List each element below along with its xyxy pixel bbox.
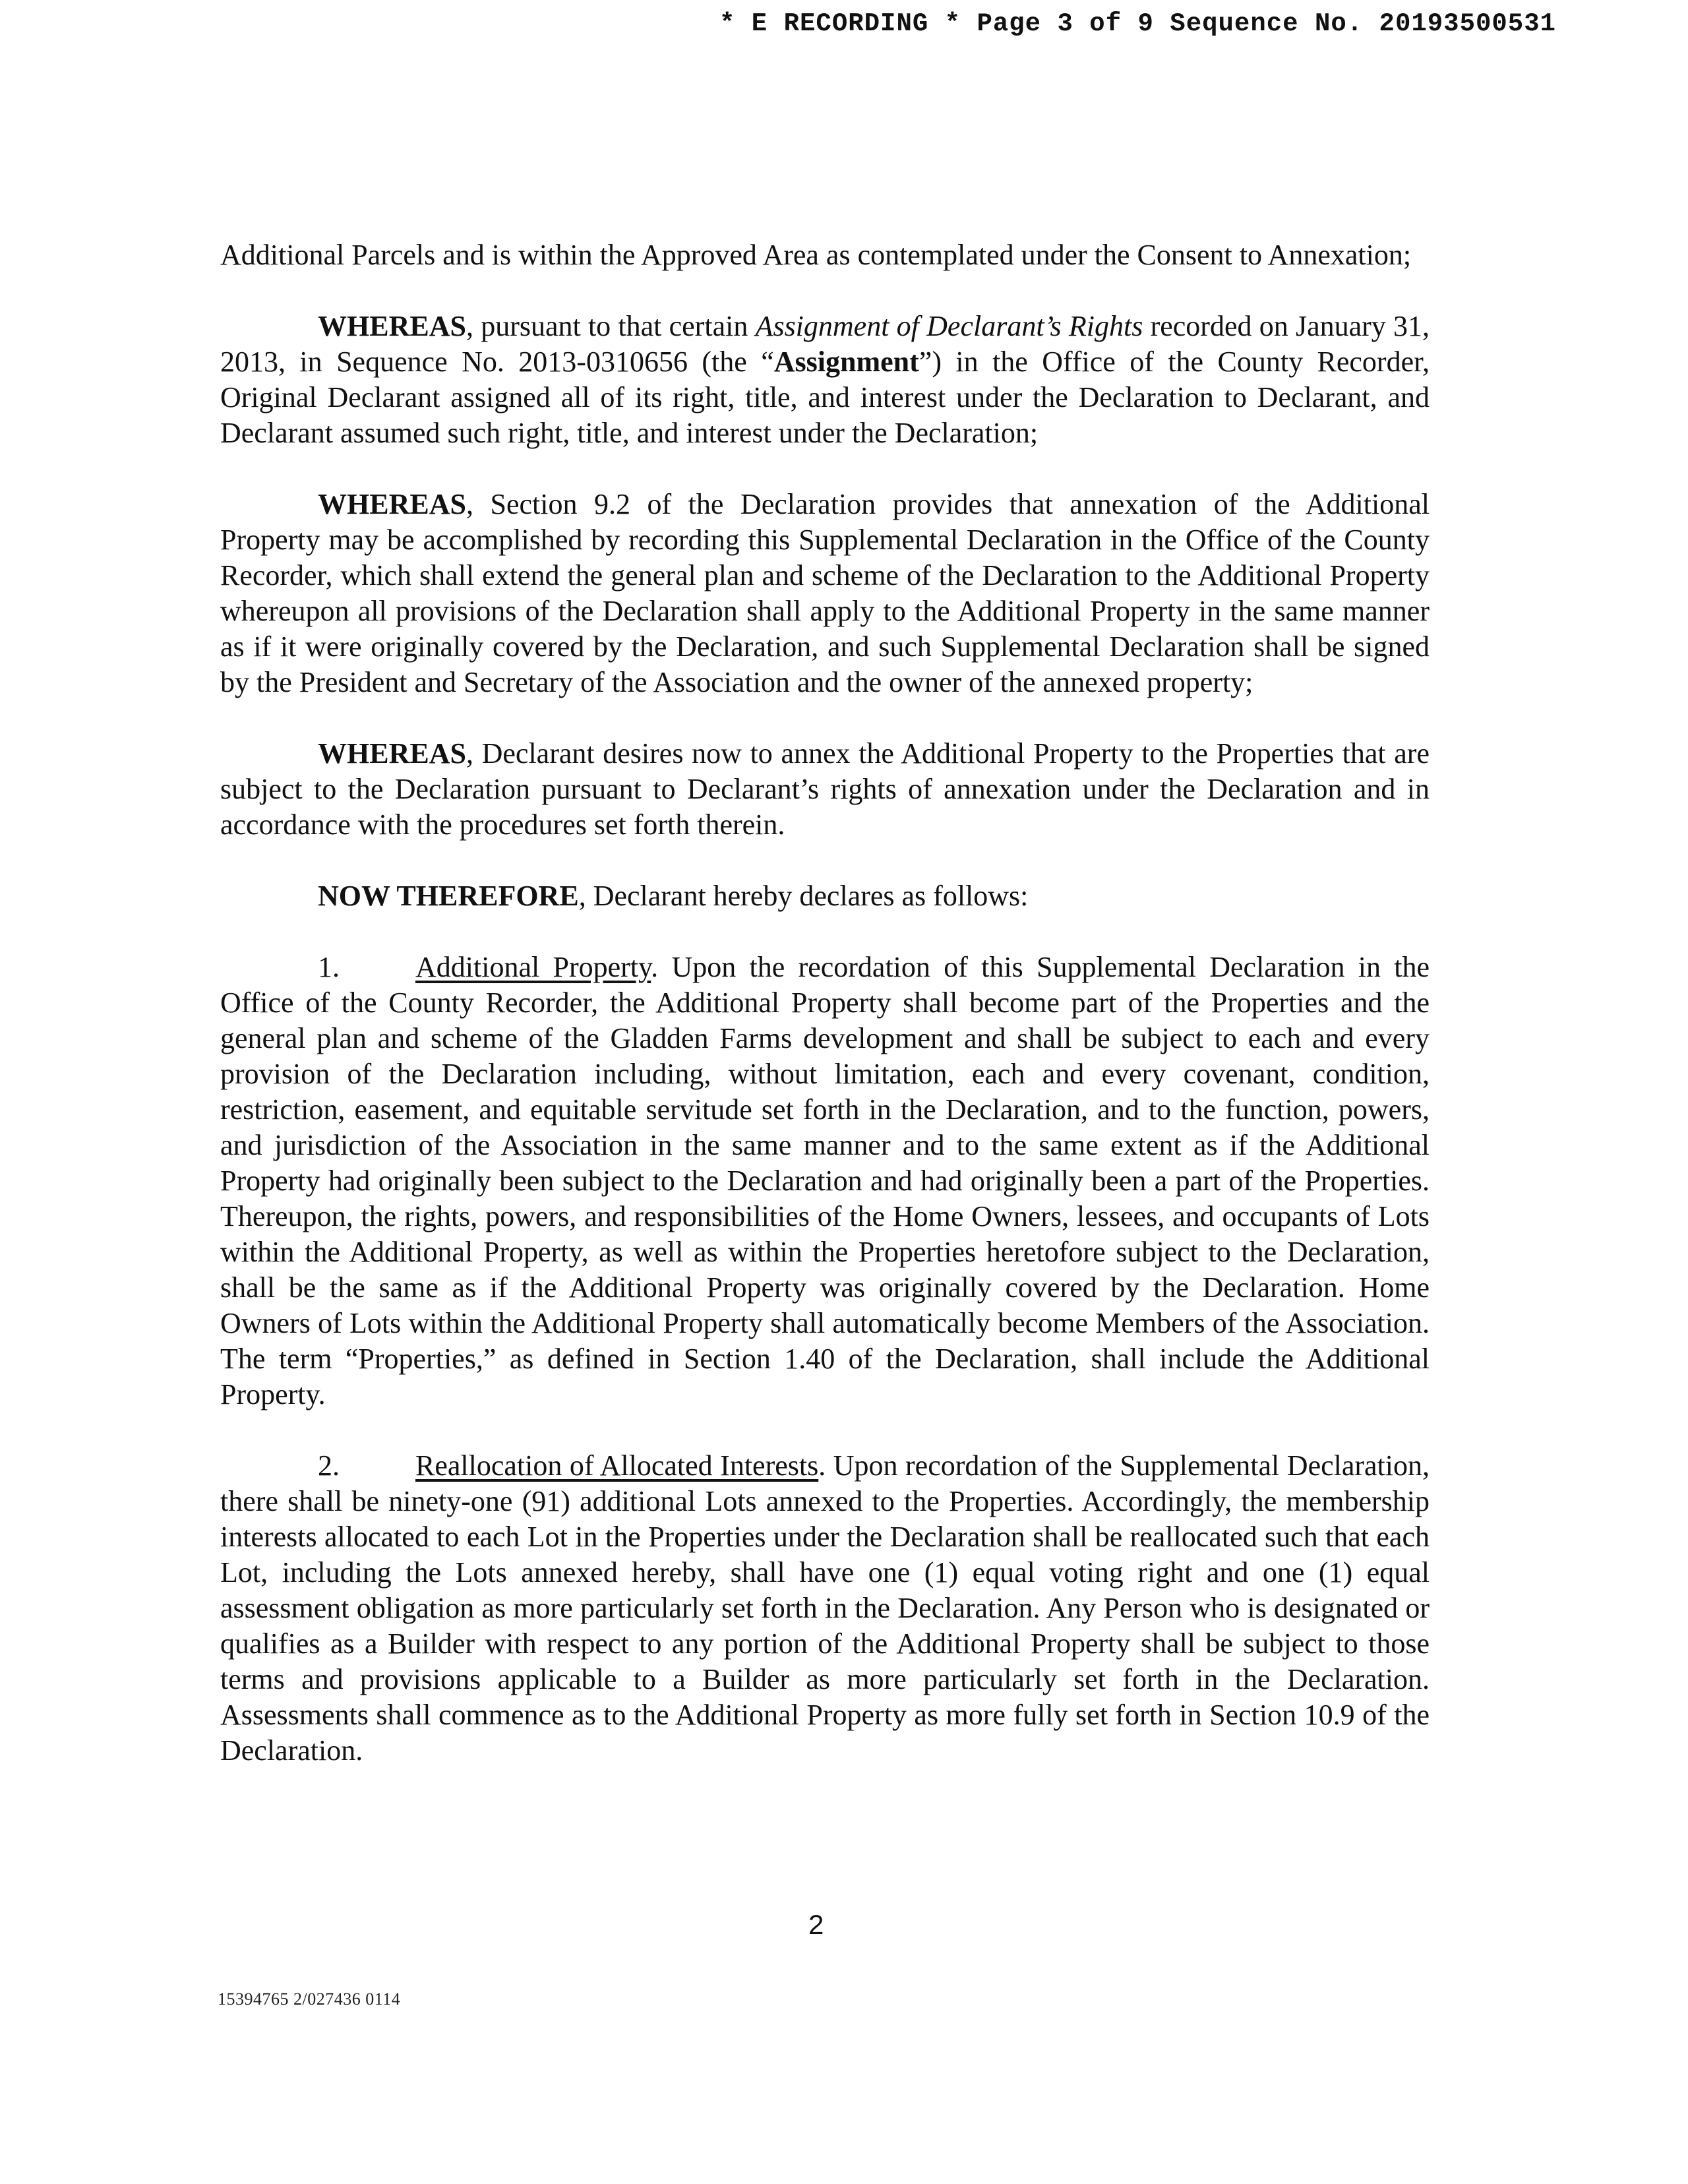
paragraph-text: , Declarant desires now to annex the Additional Property to the Properties that are subject to the Declaration pursuant to Declarant’s rights of annexation under the Declaration and in accordance with the procedures set forth therein. xyxy=(220,737,1430,841)
paragraph-text: recorded on January 31, 2013, in Sequence No. 2013-0310656 (the “ xyxy=(220,310,1430,378)
paragraph-whereas-assignment xyxy=(220,309,1430,451)
section-number: 2. xyxy=(318,1449,340,1482)
paragraph-continuation: Additional Parcels and is within the Approved Area as contemplated under the Consent to Annexation; xyxy=(220,239,1412,271)
section-text: . Upon the recordation of this Supplemental Declaration in the Office of the County Recorder, the Additional Property shall become part of the Properties and the general plan and scheme of the Gladden Farms development and shall be subject to each and every provision of the Declaration including, without limitation, each and every covenant, condition, restriction, easement, and equitable servitude set forth in the Declaration, and to the function, powers, and jurisdiction of the Association in the same manner and to the same extent as if the Additional Property had originally been subject to the Declaration and had originally been a part of the Properties. Thereupon, the rights, powers, and responsibilities of the Home Owners, lessees, and occupants of Lots within the Additional Property, as well as within the Properties heretofore subject to the Declaration, shall be the same as if the Additional Property was originally covered by the Declaration. Home Owners of Lots within the Additional Property shall automatically become Members of the Association. The term “Properties,” as defined in Section 1.40 of the Declaration, shall include the Additional Property. xyxy=(220,951,1430,1410)
recording-header: * E RECORDING * Page 3 of 9 Sequence No. 20193500531 xyxy=(719,9,1556,38)
section-text: . Upon recordation of the Supplemental Declaration, there shall be ninety-one (91) additional Lots annexed to the Properties. Accordingly, the membership interests allocated to each Lot in the Properties under the Declaration shall be reallocated such that each Lot, including the Lots annexed hereby, shall have one (1) equal voting right and one (1) equal assessment obligation as more particularly set forth in the Declaration. Any Person who is designated or qualifies as a Builder with respect to any portion of the Additional Property shall be subject to those terms and provisions applicable to a Builder as more particularly set forth in the Declaration. Assessments shall commence as to the Additional Property as more fully set forth in Section 10.9 of the Declaration. xyxy=(220,1449,1430,1767)
paragraph-text: , Declarant hereby declares as follows: xyxy=(578,880,1029,912)
paragraph-now-therefore xyxy=(220,878,1430,914)
paragraph-text: , pursuant to that certain xyxy=(466,310,756,342)
section-heading: Additional Property xyxy=(415,951,651,983)
document-body xyxy=(220,237,1430,1804)
paragraph-text: ”) in the Office of the County Recorder, Original Declarant assigned all of its right, title, and interest under the Declaration to Declarant, and Declarant assumed such right, title, and interest under the Declaration; xyxy=(220,346,1430,449)
section-heading: Reallocation of Allocated Interests xyxy=(415,1449,819,1482)
section-reallocation xyxy=(220,1448,1430,1769)
whereas-label: WHEREAS xyxy=(318,310,466,342)
paragraph-text: , Section 9.2 of the Declaration provides that annexation of the Additional Property may be accomplished by recording this Supplemental Declaration in the Office of the County Recorder, which shall extend the general plan and scheme of the Declaration to the Additional Property whereupon all provisions of the Declaration shall apply to the Additional Property in the same manner as if it were originally covered by the Declaration, and such Supplemental Declaration shall be signed by the President and Secretary of the Association and the owner of the annexed property; xyxy=(220,488,1430,698)
whereas-label: WHEREAS xyxy=(318,737,466,770)
assignment-title: Assignment of Declarant’s Rights xyxy=(755,310,1143,342)
paragraph-whereas-annex xyxy=(220,736,1430,843)
paragraph-whereas-section-9-2 xyxy=(220,487,1430,700)
now-therefore-label: NOW THEREFORE xyxy=(318,880,579,912)
assignment-defined-term: Assignment xyxy=(773,346,919,378)
page-number: 2 xyxy=(808,1909,824,1940)
section-number: 1. xyxy=(318,951,340,983)
section-additional-property xyxy=(220,950,1430,1412)
whereas-label: WHEREAS xyxy=(318,488,466,520)
document-id: 15394765 2/027436 0114 xyxy=(218,1989,401,2009)
